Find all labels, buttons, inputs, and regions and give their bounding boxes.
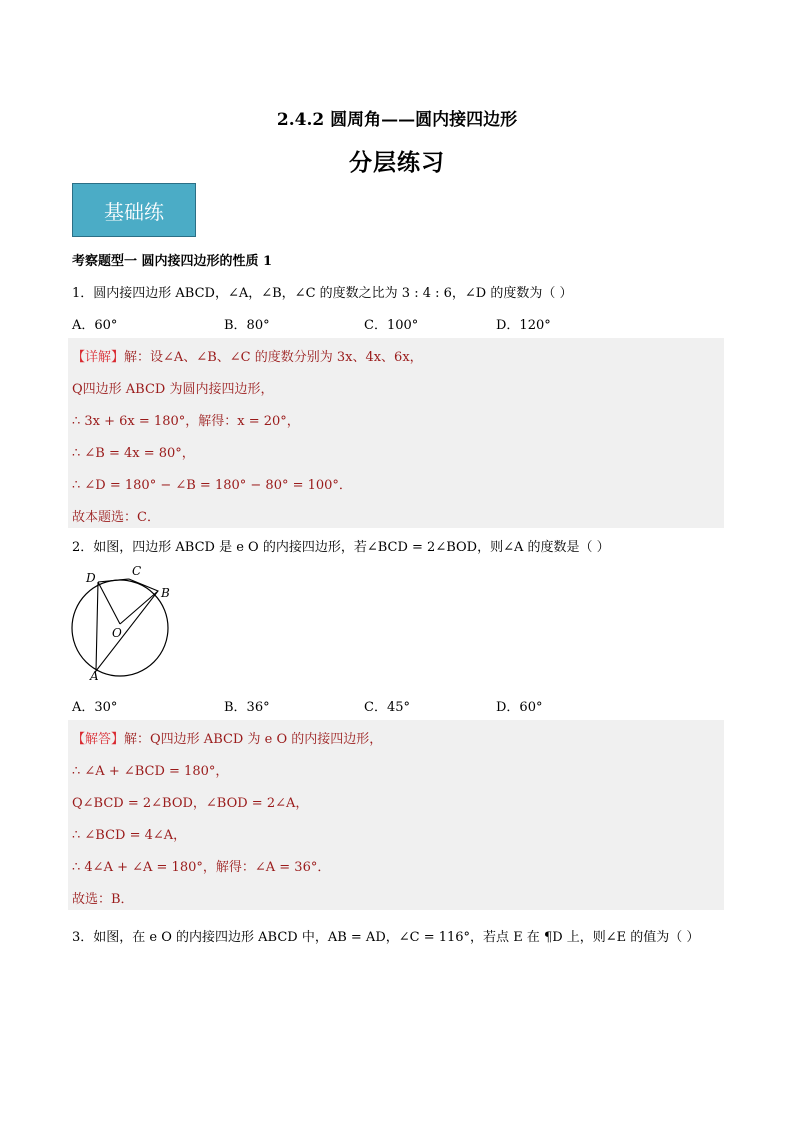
label-d: D [86,571,96,585]
solution-2-tag: 【解答】 [72,732,125,747]
level-badge: 基础练 [72,183,196,237]
solution-1-line-3: ∴ 3x + 6x = 180°，解得：x = 20°， [72,414,300,429]
segment-ob [120,591,158,624]
label-o: O [112,626,122,640]
solution-1-line-4: ∴ ∠B = 4x = 80°， [72,446,195,461]
solution-2-box [68,720,724,910]
option-a: A．30° [72,700,118,715]
solution-1-line-1: 【详解】解：设∠A、∠B、∠C 的度数分别为 3x、4x、6x， [72,350,423,365]
page-title: 2.4.2 圆周角——圆内接四边形 [276,110,518,130]
label-a: A [90,669,99,682]
quadrilateral-abcd [96,579,158,671]
solution-2-line-6: 故选：B． [72,892,134,907]
solution-2-line-2: ∴ ∠A + ∠BCD = 180°， [72,764,229,779]
label-c: C [132,564,142,578]
option-c: C．45° [364,700,410,715]
section-heading: 考察题型一 圆内接四边形的性质 1 [72,254,273,269]
question-1-stem: 1．圆内接四边形 ABCD，∠A，∠B，∠C 的度数之比为 3 : 4 : 6，∠D 的度数为（ ） [72,286,573,301]
question-2-options [72,696,732,714]
solution-2-line-4: ∴ ∠BCD = 4∠A， [72,828,187,843]
solution-2-line-3: Q∠BCD = 2∠BOD，∠BOD = 2∠A， [72,796,309,811]
solution-2-line-1: 【解答】解：Q四边形 ABCD 为 e O 的内接四边形， [72,732,383,747]
solution-1-line-2: Q四边形 ABCD 为圆内接四边形， [72,382,274,397]
option-d: D．60° [496,700,543,715]
option-d: D．120° [496,318,551,333]
page-subtitle: 分层练习 [349,149,445,176]
circle-figure [68,562,178,682]
option-c: C．100° [364,318,419,333]
question-1-options [72,314,732,332]
option-b: B．36° [224,700,270,715]
option-b: B．80° [224,318,270,333]
option-a: A．60° [72,318,118,333]
label-b: B [161,586,170,600]
solution-1-line-6: 故本题选：C． [72,510,160,525]
solution-1-box [68,338,724,528]
question-2-stem: 2．如图，四边形 ABCD 是 e O 的内接四边形，若∠BCD = 2∠BOD，则∠A 的度数是（ ） [72,540,610,555]
solution-1-line-5: ∴ ∠D = 180° − ∠B = 180° − 80° = 100°． [72,478,352,493]
solution-1-tag: 【详解】 [72,350,125,365]
question-3-stem: 3．如图，在 e O 的内接四边形 ABCD 中，AB = AD，∠C = 116°，若点 E 在 ¶D 上，则∠E 的值为（ ） [72,930,700,945]
segment-od [98,582,120,624]
solution-2-line-5: ∴ 4∠A + ∠A = 180°，解得：∠A = 36°． [72,860,331,875]
